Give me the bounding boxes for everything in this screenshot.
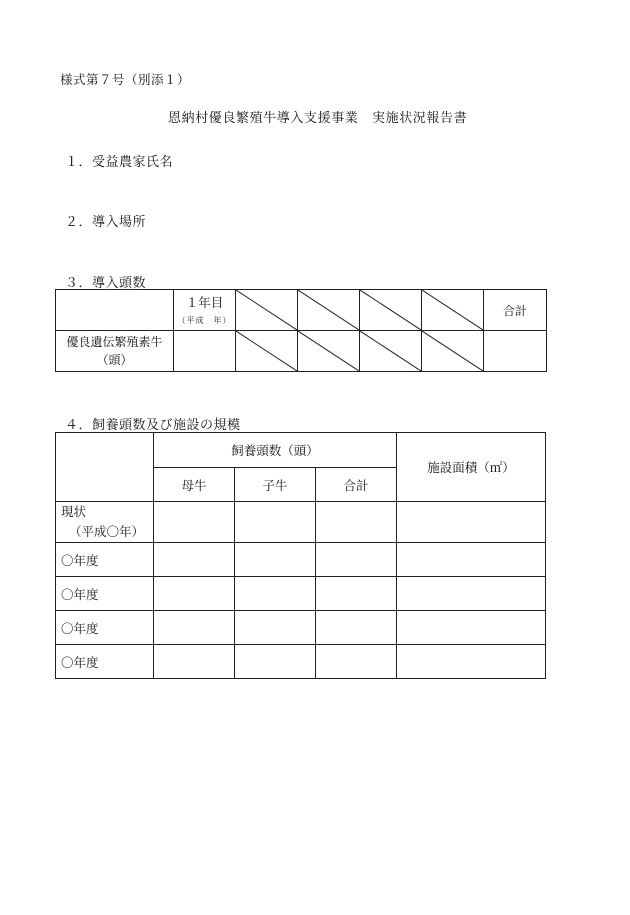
facility-area-cell[interactable] — [397, 577, 546, 611]
scale-row-current — [56, 502, 546, 543]
facility-area-cell[interactable] — [397, 543, 546, 577]
struck-cell — [236, 290, 298, 331]
section-scale: ４．飼養頭数及び施設の規模 — [65, 418, 241, 433]
row-label-year: 〇年度 — [56, 577, 154, 611]
calf-cell[interactable] — [235, 577, 316, 611]
facility-area-cell[interactable] — [397, 502, 546, 543]
row-label-year: 〇年度 — [56, 645, 154, 679]
struck-cell — [298, 290, 360, 331]
section-recipient-name: １．受益農家氏名 — [65, 155, 174, 170]
struck-cell — [360, 331, 422, 372]
struck-cell — [298, 331, 360, 372]
intro-total-cell[interactable] — [484, 331, 547, 372]
form-number: 様式第７号（別添１） — [60, 72, 191, 87]
herd-total-cell[interactable] — [316, 543, 397, 577]
herd-total-cell[interactable] — [316, 502, 397, 543]
struck-cell — [422, 290, 484, 331]
year-1-label: １年目 — [185, 294, 224, 310]
facility-area-cell[interactable] — [397, 611, 546, 645]
herd-count-header: 飼養頭数（頭） — [154, 433, 397, 468]
scale-row-year — [56, 543, 546, 577]
scale-row-year — [56, 645, 546, 679]
cattle-row-label-main: 優良遺伝繁殖素牛 — [66, 335, 163, 349]
herd-scale-table — [55, 432, 546, 679]
calf-cell[interactable] — [235, 645, 316, 679]
herd-total-cell[interactable] — [316, 611, 397, 645]
intro-cattle-row — [56, 331, 547, 372]
current-label: 現状 — [61, 504, 87, 519]
document-title: 恩納村優良繁殖牛導入支援事業 実施状況報告書 — [168, 111, 468, 126]
row-label-year: 〇年度 — [56, 543, 154, 577]
mother-cow-header: 母牛 — [154, 468, 235, 502]
scale-row-year — [56, 611, 546, 645]
intro-corner-cell — [56, 290, 174, 331]
calf-header: 子牛 — [235, 468, 316, 502]
struck-cell — [422, 331, 484, 372]
struck-cell — [236, 331, 298, 372]
year-1-count-cell[interactable] — [174, 331, 236, 372]
mother-cow-cell[interactable] — [154, 611, 235, 645]
mother-cow-cell[interactable] — [154, 543, 235, 577]
herd-total-cell[interactable] — [316, 577, 397, 611]
scale-header-row-1 — [56, 433, 546, 468]
calf-cell[interactable] — [235, 502, 316, 543]
calf-cell[interactable] — [235, 543, 316, 577]
section-location: ２．導入場所 — [65, 215, 147, 230]
current-era-label: （平成〇年） — [69, 524, 145, 539]
mother-cow-cell[interactable] — [154, 502, 235, 543]
mother-cow-cell[interactable] — [154, 645, 235, 679]
cattle-row-label — [56, 331, 174, 372]
intro-header-row — [56, 290, 547, 331]
cattle-row-label-unit: （頭） — [96, 353, 133, 367]
calf-cell[interactable] — [235, 611, 316, 645]
row-label-current — [56, 502, 154, 543]
herd-total-header: 合計 — [316, 468, 397, 502]
row-label-year: 〇年度 — [56, 611, 154, 645]
year-1-era: （平成 年） — [177, 315, 232, 325]
mother-cow-cell[interactable] — [154, 577, 235, 611]
struck-cell — [360, 290, 422, 331]
section-head-count: ３．導入頭数 — [65, 276, 147, 291]
year-1-header — [174, 290, 236, 331]
intro-total-header: 合計 — [484, 290, 547, 331]
facility-area-header: 施設面積（㎡） — [397, 433, 546, 502]
introduction-count-table — [55, 289, 547, 372]
scale-corner-cell — [56, 433, 154, 502]
scale-row-year — [56, 577, 546, 611]
herd-total-cell[interactable] — [316, 645, 397, 679]
facility-area-cell[interactable] — [397, 645, 546, 679]
